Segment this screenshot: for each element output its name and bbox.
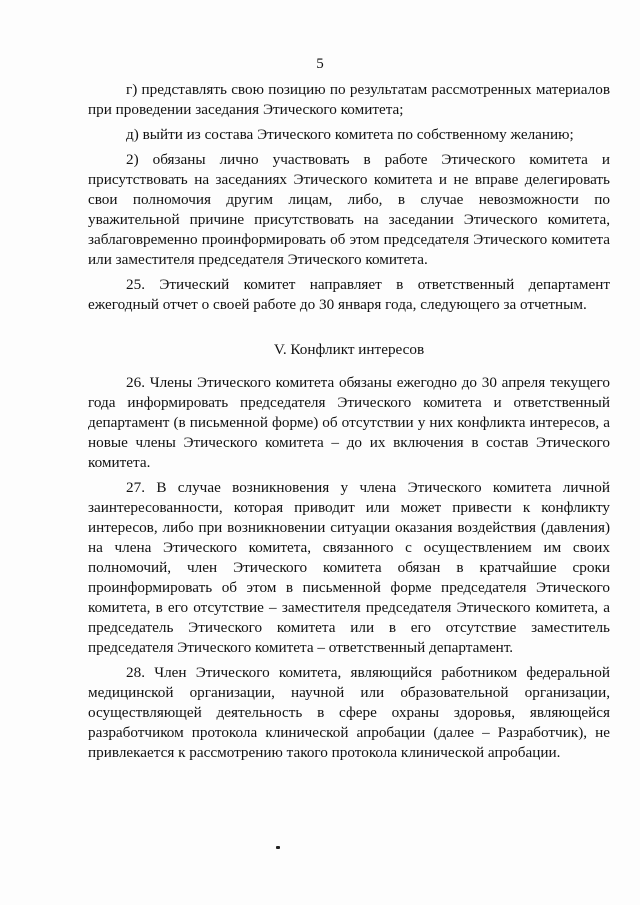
paragraph-28: 28. Член Этического комитета, являющийся работником федеральной медицинской организации, научной или образовательной организации, осуществляющей деятельность в сфере охраны здоровья, являющейся разработчиком протокола клинической апробации (далее – Разработчик), не привлекается к рассмотрению такого протокола клинической апробации. (88, 664, 610, 761)
scan-mark (276, 846, 280, 849)
section-title: V. Конфликт интересов (273, 341, 425, 358)
paragraph-26: 26. Члены Этического комитета обязаны ежегодно до 30 апреля текущего года информировать председателя Этического комитета и ответственный департамент (в письменной форме) об отсутствии у них конфликта интересов, а новые члены Этического комитета – до их включения в состав Этического комитета. (88, 374, 610, 471)
paragraph-27: 27. В случае возникновения у члена Этического комитета личной заинтересованности, которая приводит или может привести к конфликту интересов, либо при возникновении ситуации оказания воздействия (давления) на члена Этического комитета, связанного с осуществлением им своих полномочий, член Этического комитета обязан в кратчайшие сроки проинформировать об этом в письменной форме председателя Этического комитета, в его отсутствие – заместителя председателя Этического комитета, а председатель Этического комитета или в его отсутствие заместитель председателя Этического комитета – ответственный департамент. (88, 479, 610, 656)
paragraph-25: 25. Этический комитет направляет в ответственный департамент ежегодный отчет о своей работе до 30 января года, следующего за отчетным. (88, 276, 610, 313)
page-number: 5 (316, 56, 324, 72)
document-body (88, 80, 610, 768)
paragraph-item-g: г) представлять свою позицию по результатам рассмотренных материалов при проведении заседания Этического комитета; (88, 81, 610, 118)
paragraph-item-d: д) выйти из состава Этического комитета по собственному желанию; (126, 126, 574, 143)
paragraph-item-2: 2) обязаны лично участвовать в работе Этического комитета и присутствовать на заседаниях Этического комитета и не вправе делегировать свои полномочия другим лицам, либо, в случае невозможности по уважительной причине присутствовать на заседании Этического комитета, заблаговременно проинформировать об этом председателя Этического комитета или заместителя председателя Этического комитета. (88, 151, 610, 268)
